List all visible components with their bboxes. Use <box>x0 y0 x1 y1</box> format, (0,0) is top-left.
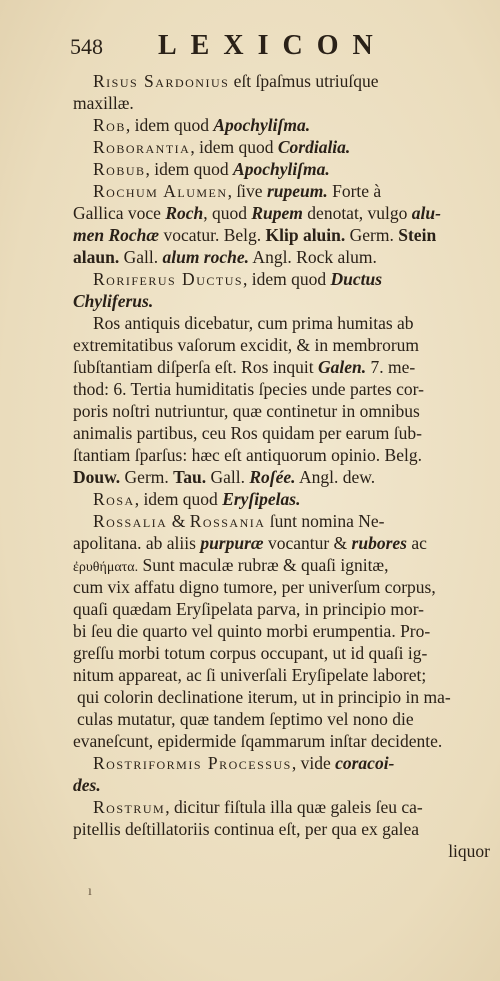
text-line: animalis partibus, ceu Ros quidam per earum ſub- <box>73 423 422 443</box>
text-line: Roriferus Ductus, idem quod Ductus <box>93 269 383 289</box>
text-line: Douw. Germ. Tau. Gall. Roſée. Angl. dew. <box>73 467 376 487</box>
text-line: ſtantiam ſparſus: hæc eſt antiquorum opinio. Belg. <box>73 445 422 465</box>
page-header <box>70 30 470 70</box>
text-line: maxillæ. <box>73 93 134 113</box>
text-line: bi ſeu die quarto vel quinto morbi erumpentia. Pro- <box>73 621 431 641</box>
text-line: Rostriformis Processus, vide coracoi- <box>93 753 395 773</box>
text-line: quaſi quædam Eryſipelata parva, in principio mor- <box>73 599 425 619</box>
headword: Rosa <box>93 489 135 509</box>
headword: Roriferus Ductus <box>93 269 244 289</box>
headword: Rossalia <box>93 511 168 531</box>
running-title: LEXICON <box>158 30 387 61</box>
lexicon-text <box>73 70 490 862</box>
catchword: liquor <box>448 841 490 861</box>
text-line: apolitana. ab aliis purpuræ vocantur & rubores ac <box>73 533 427 553</box>
text-line: evaneſcunt, epidermide ſqammarum inſtar decidente. <box>73 731 443 751</box>
headword: Roborantia <box>93 137 191 157</box>
footer-mark: ı <box>88 884 92 899</box>
text-line: Rob, idem quod Apochyliſma. <box>93 115 311 135</box>
text-line: ſubſtantiam diſperſa eſt. Ros inquit Galen. 7. me- <box>73 357 416 377</box>
text-line: Robub, idem quod Apochyliſma. <box>93 159 330 179</box>
text-line: Chyliferus. <box>73 291 154 311</box>
text-line: Rossalia & Rossania ſunt nomina Ne- <box>93 511 385 531</box>
headword: Rochum Alumen <box>93 181 228 201</box>
headword: Risus Sardonius <box>93 71 230 91</box>
text-line: nitum appareat, ac ſi univerſali Eryſipelate laboret; <box>73 665 427 685</box>
text-line: qui colorin declinatione iterum, ut in principio in ma- <box>77 687 451 707</box>
headword: Rostrum <box>93 797 166 817</box>
headword: Rossania <box>189 511 266 531</box>
headword: Rob <box>93 115 126 135</box>
text-line: Ros antiquis dicebatur, cum prima humitas ab <box>93 313 414 333</box>
text-line: Gallica voce Roch, quod Rupem denotat, vulgo alu- <box>73 203 441 223</box>
text-line: pitellis deſtillatoriis continua eſt, per qua ex galea <box>73 819 420 839</box>
text-line: culas mutatur, quæ tandem ſeptimo vel nono die <box>77 709 414 729</box>
text-line: Roborantia, idem quod Cordialia. <box>93 137 351 157</box>
text-line: des. <box>73 775 101 795</box>
headword: Robub <box>93 159 146 179</box>
text-line: Rosa, idem quod Eryſipelas. <box>93 489 301 509</box>
text-line: poris noſtri nutriuntur, quæ continetur in omnibus <box>73 401 420 421</box>
headword: Rostriformis Processus <box>93 753 292 773</box>
text-line: ἐρυθήματα. Sunt maculæ rubræ & quaſi ignitæ, <box>73 555 389 575</box>
text-line: Rostrum, dicitur fiſtula illa quæ galeis ſeu ca- <box>93 797 423 817</box>
text-line: alaun. Gall. alum roche. Angl. Rock alum. <box>73 247 377 267</box>
text-line: greſſu morbi totum corpus occupant, ut id quaſi ig- <box>73 643 428 663</box>
text-line: Risus Sardonius eſt ſpaſmus utriuſque <box>93 71 379 91</box>
text-line: extremitatibus vaſorum excidit, & in membrorum <box>73 335 420 355</box>
text-line: thod: 6. Tertia humiditatis ſpecies unde partes cor- <box>73 379 424 399</box>
page-number: 548 <box>70 34 103 59</box>
text-line: men Rochæ vocatur. Belg. Klip aluin. Germ. Stein <box>73 225 437 245</box>
text-line: cum vix affatu digno tumore, per univerſum corpus, <box>73 577 436 597</box>
text-line: Rochum Alumen, ſive rupeum. Forte à <box>93 181 382 201</box>
